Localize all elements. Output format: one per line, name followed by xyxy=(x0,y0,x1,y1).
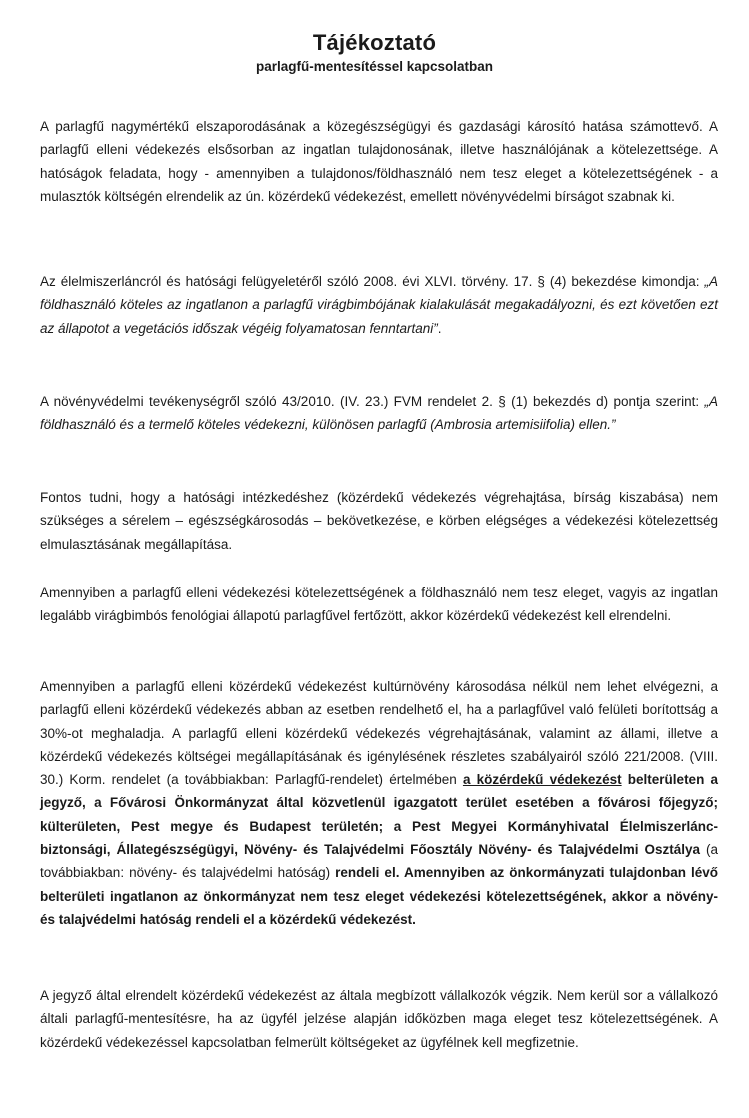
law-reference-text: Az élelmiszerláncról és hatósági felügyeletéről szóló 2008. évi XLVI. törvény. 17. § (4) bekezdése kimondja: xyxy=(40,274,705,289)
paragraph-authority xyxy=(40,675,718,931)
paragraph-law-quote xyxy=(40,270,718,340)
paragraph-intro: A parlagfű nagymértékű elszaporodásának a közegészségügyi és gazdasági károsító hatása számottevő. A parlagfű elleni védekezés elsősorban az ingatlan tulajdonosának, illetve használójának a kötelezettsége. A hatóságok feladata, hogy - amennyiben a tulajdonos/földhasználó nem tesz eleget a kötelezettségének - a mulasztók költségén elrendelik az ún. közérdekű védekezést, emellett növényvédelmi bírságot szabnak ki. xyxy=(40,119,718,204)
authority-bold-1: belterületen a jegyző, a Fővárosi Önkormányzat által közvetlenül igazgatott terület esetében a fővárosi főjegyző; külterületen, Pest megye és Budapest területén; a Pest Megyei Kormányhivatal Élelmiszerlánc-biztonsági, Állategészségügyi, Növény- és Talajvédelmi Főosztály Növény- és Talajvédelmi Osztálya xyxy=(40,772,718,858)
paragraph-important-note: Fontos tudni, hogy a hatósági intézkedéshez (közérdekű védekezés végrehajtása, bírság kiszabása) nem szükséges a sérelem – egészségkárosodás – bekövetkezése, e körben elégséges a védekezési kötelezettség elmulasztásának megállapítása. xyxy=(40,490,718,552)
decree-quote: „A földhasználó és a termelő köteles védekezni, különösen parlagfű (Ambrosia artemisiifolia) ellen.” xyxy=(40,394,718,433)
document-title: Tájékoztató xyxy=(312,30,437,55)
paragraph-decree-quote xyxy=(40,390,718,437)
law-quote-end: . xyxy=(437,320,442,336)
document-subtitle: parlagfű-mentesítéssel kapcsolatban xyxy=(255,59,494,74)
paragraph-obligation: Amennyiben a parlagfű elleni védekezési kötelezettségének a földhasználó nem tesz eleget, vagyis az ingatlan legalább virágbimbós fenológiai állapotú parlagfűvel fertőzött, akkor közérdekű védekezést kell elrendelni. xyxy=(40,585,718,624)
authority-underlined: a közérdekű védekezést xyxy=(462,772,622,788)
paragraph-costs: A jegyző által elrendelt közérdekű védekezést az általa megbízott vállalkozók végzik. Nem kerül sor a vállalkozó általi parlagfű-mentesítésre, ha az ügyfél jelzése alapján időközben maga eleget tesz kötelezettségének. A közérdekű védekezéssel kapcsolatban felmerült költségeket az ügyfélnek kell megfizetnie. xyxy=(40,988,718,1050)
authority-text-2: (a továbbiakban: növény- és talajvédelmi hatóság) xyxy=(40,842,718,881)
law-quote: „A földhasználó köteles az ingatlanon a parlagfű virágbimbójának kialakulását megakadályozni, és ezt követően ezt az állapotot a vegetációs időszak végéig folyamatosan fenntartani” xyxy=(40,274,718,336)
authority-text-1: Amennyiben a parlagfű elleni közérdekű védekezést kultúrnövény károsodása nélkül nem lehet elvégezni, a parlagfű elleni közérdekű védekezés abban az esetben rendelhető el, ha a parlagfűvel való felületi borítottság a 30%-ot meghaladja. A parlagfű elleni közérdekű védekezés végrehajtásának, valamint az állami, illetve a közérdekű védekezés költségei megállapításának és igénylésének részletes szabályairól szóló 221/2008. (VIII. 30.) Korm. rendelet (a továbbiakban: Parlagfű-rendelet) értelmében xyxy=(40,679,718,788)
decree-reference-text: A növényvédelmi tevékenységről szóló 43/2010. (IV. 23.) FVM rendelet 2. § (1) bekezdés d) pontja szerint: xyxy=(40,394,705,409)
authority-bold-2: rendeli el. Amennyiben az önkormányzati tulajdonban lévő belterületi ingatlanon az önkormányzat nem tesz eleget védekezési kötelezettségének, akkor a növény- és talajvédelmi hatóság rendeli el a közérdekű védekezést. xyxy=(40,865,718,927)
